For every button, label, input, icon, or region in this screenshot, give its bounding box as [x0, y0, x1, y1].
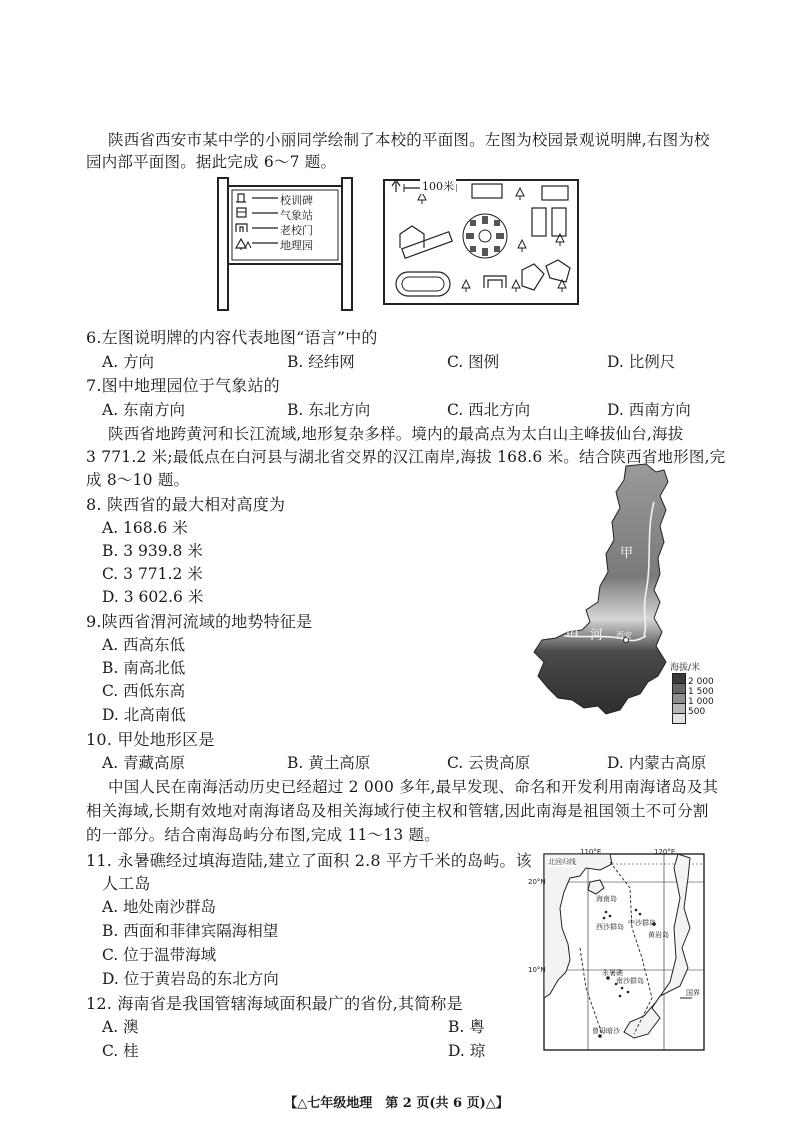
q9-option-d[interactable]: D. 北高南低: [102, 706, 186, 724]
passage2-line3: 成 8～10 题。: [86, 471, 190, 489]
q8-option-c[interactable]: C. 3 771.2 米: [102, 565, 203, 583]
q7-option-b[interactable]: B. 东北方向: [287, 401, 371, 419]
page-footer: 【△七年级地理 第 2 页(共 6 页)△】: [284, 1096, 509, 1111]
q7-option-d[interactable]: D. 西南方向: [607, 401, 691, 419]
place-label: 黄岩岛: [648, 931, 669, 939]
sign-item-label: 气象站: [280, 209, 313, 222]
q6-option-a[interactable]: A. 方向: [102, 353, 155, 371]
passage1-line2: 园内部平面图。据此完成 6～7 题。: [86, 153, 337, 171]
legend-value: 1 500: [688, 687, 714, 697]
map-label-he: 河: [662, 590, 676, 605]
legend-value: 2 000: [688, 677, 714, 687]
q6-stem: 6.左图说明牌的内容代表地图“语言”中的: [86, 328, 378, 347]
map-label-jia: 甲: [620, 546, 634, 561]
place-label: 西沙群岛: [596, 923, 624, 931]
campus-plan-map: [382, 178, 580, 306]
lat-label: 20°N: [528, 878, 546, 886]
map-label-wei-he: 河: [590, 628, 604, 643]
q12-option-b[interactable]: B. 粤: [448, 1018, 485, 1036]
q8-option-a[interactable]: A. 168.6 米: [102, 519, 188, 537]
q12-stem: 12. 海南省是我国管辖海域面积最广的省份,其简称是: [86, 994, 463, 1013]
q10-option-d[interactable]: D. 内蒙古高原: [607, 754, 707, 772]
place-label: 中沙群岛: [628, 919, 656, 927]
q9-option-b[interactable]: B. 南高北低: [102, 659, 186, 677]
q7-option-a[interactable]: A. 东南方向: [102, 401, 186, 419]
q8-option-d[interactable]: D. 3 602.6 米: [102, 588, 204, 606]
sign-board-figure: [214, 176, 356, 312]
q9-option-a[interactable]: A. 西高东低: [102, 636, 186, 654]
q9-option-c[interactable]: C. 西低东高: [102, 682, 186, 700]
q11-stem-line2: 人工岛: [102, 874, 151, 893]
passage3-line2: 相关海域,长期有效地对南海诸岛及相关海域行使主权和管辖,因此南海是祖国领土不可分割: [86, 802, 709, 820]
q10-option-c[interactable]: C. 云贵高原: [447, 754, 531, 772]
sign-item-label: 校训碑: [280, 194, 313, 207]
legend-value: 1 000: [688, 697, 714, 707]
legend-value: 500: [688, 707, 706, 717]
place-label: 海南岛: [596, 895, 617, 903]
place-label: 永暑礁: [602, 969, 623, 977]
elevation-legend: [670, 660, 730, 724]
legend-title: 海拔/米: [670, 663, 701, 673]
q11-option-d[interactable]: D. 位于黄岩岛的东北方向: [102, 970, 279, 988]
scale-label: 100米: [422, 180, 454, 193]
sign-item-label: 老校门: [280, 224, 313, 237]
sign-item-label: 地理园: [280, 239, 313, 252]
q10-option-b[interactable]: B. 黄土高原: [287, 754, 371, 772]
q11-option-c[interactable]: C. 位于温带海域: [102, 946, 217, 964]
q9-stem: 9.陕西省渭河流域的地势特征是: [86, 612, 313, 631]
q12-option-c[interactable]: C. 桂: [102, 1042, 139, 1060]
q12-option-a[interactable]: A. 澳: [102, 1018, 139, 1036]
map-label-wei: 渭: [566, 624, 580, 639]
place-label: 曾母暗沙: [592, 1027, 620, 1035]
q7-stem: 7.图中地理园位于气象站的: [86, 376, 280, 395]
q6-option-d[interactable]: D. 比例尺: [607, 353, 676, 371]
q10-stem: 10. 甲处地形区是: [86, 730, 215, 749]
place-label: 南沙群岛: [616, 977, 644, 985]
q11-option-b[interactable]: B. 西面和菲律宾隔海相望: [102, 922, 279, 940]
q6-option-b[interactable]: B. 经纬网: [287, 353, 355, 371]
q8-option-b[interactable]: B. 3 939.8 米: [102, 542, 203, 560]
lon-label: 110°E: [580, 848, 602, 856]
lon-label: 120°E: [654, 848, 676, 856]
lat-label: 10°N: [528, 966, 546, 974]
passage1-line1: 陕西省西安市某中学的小丽同学绘制了本校的平面图。左图为校园景观说明牌,右图为校: [108, 131, 710, 149]
q11-option-a[interactable]: A. 地处南沙群岛: [102, 898, 217, 916]
q12-option-d[interactable]: D. 琼: [448, 1042, 486, 1060]
q11-stem-line1: 11. 永暑礁经过填海造陆,建立了面积 2.8 平方千米的岛屿。该: [86, 851, 532, 870]
tropic-label: 北回归线: [548, 858, 576, 866]
q7-option-c[interactable]: C. 西北方向: [447, 401, 531, 419]
passage3-line1: 中国人民在南海活动历史已经超过 2 000 多年,最早发现、命名和开发利用南海诸岛及其: [108, 778, 719, 796]
south-china-sea-map: [528, 848, 708, 1054]
passage2-line1: 陕西省地跨黄河和长江流域,地形复杂多样。境内的最高点为太白山主峰拔仙台,海拔: [108, 425, 684, 443]
passage2-line2: 3 771.2 米;最低点在白河县与湖北省交界的汉江南岸,海拔 168.6 米。结合陕西省地形图,完: [86, 448, 726, 466]
passage3-line3: 的一部分。结合南海岛屿分布图,完成 11～13 题。: [86, 826, 440, 844]
q10-option-a[interactable]: A. 青藏高原: [102, 754, 186, 772]
map-label-huang: 黄: [660, 550, 674, 565]
legend-label: 国界: [686, 989, 700, 997]
q8-stem: 8. 陕西省的最大相对高度为: [86, 495, 286, 514]
q6-option-c[interactable]: C. 图例: [447, 353, 500, 371]
legend-swatch: [672, 713, 686, 724]
map-label-city: 西安: [616, 631, 632, 640]
